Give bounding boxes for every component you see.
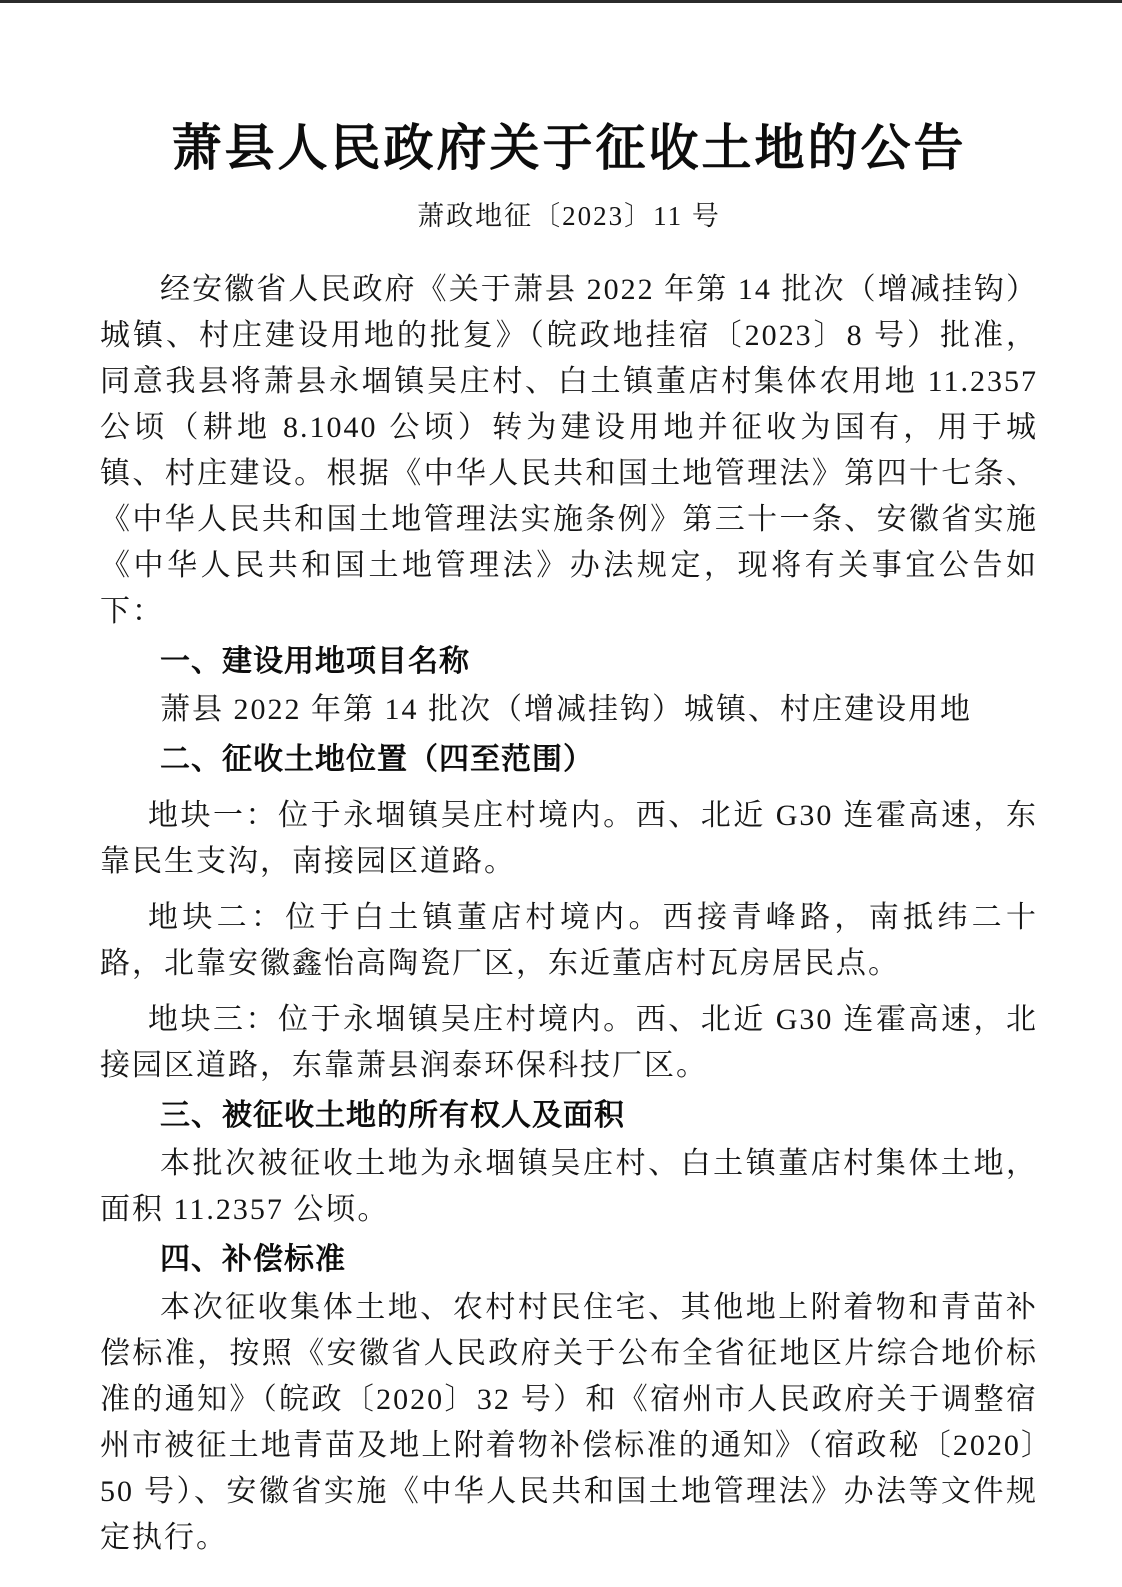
paragraph-intro: 经安徽省人民政府《关于萧县 2022 年第 14 批次（增减挂钩）城镇、村庄建设用地的批复》（皖政地挂宿〔2023〕8 号）批准，同意我县将萧县永堌镇吴庄村、白土镇董店村集体农用地 11.2357 公顷（耕地 8.1040 公顷）转为建设用地并征收为国有，用于城镇、村庄建设。根据《中华人民共和国土地管理法》第四十七条、《中华人民共和国土地管理法实施条例》第三十一条、安徽省实施《中华人民共和国土地管理法》办法规定，现将有关事宜公告如下：: [100, 273, 1038, 628]
paragraph-plot-3: 地块三：位于永堌镇吴庄村境内。西、北近 G30 连霍高速，北接园区道路，东靠萧县润泰环保科技厂区。: [100, 1003, 1038, 1082]
paragraph-project-name: 萧县 2022 年第 14 批次（增减挂钩）城镇、村庄建设用地: [160, 693, 972, 726]
section-heading-owner-area: 三、被征收土地的所有权人及面积: [160, 1099, 625, 1132]
section-heading-project-name: 一、建设用地项目名称: [160, 645, 470, 678]
section-heading-compensation: 四、补偿标准: [160, 1243, 346, 1276]
scan-artifact-top-line: [0, 0, 1122, 3]
paragraph-compensation: 本次征收集体土地、农村村民住宅、其他地上附着物和青苗补偿标准，按照《安徽省人民政府关于公布全省征地区片综合地价标准的通知》（皖政〔2020〕32 号）和《宿州市人民政府关于调整宿州市被征土地青苗及地上附着物补偿标准的通知》（宿政秘〔2020〕50 号）、安徽省实施《中华人民共和国土地管理法》办法等文件规定执行。: [100, 1291, 1038, 1554]
paragraph-owner-area: 本批次被征收土地为永堌镇吴庄村、白土镇董店村集体土地，面积 11.2357 公顷。: [100, 1147, 1038, 1226]
document-number: 萧政地征〔2023〕11 号: [417, 201, 721, 231]
document-title: 萧县人民政府关于征收土地的公告: [171, 120, 967, 176]
paragraph-plot-1: 地块一：位于永堌镇吴庄村境内。西、北近 G30 连霍高速，东靠民生支沟，南接园区道路。: [100, 799, 1038, 878]
document-body: [100, 267, 1038, 1561]
section-heading-land-location: 二、征收土地位置（四至范围）: [160, 743, 594, 776]
paragraph-plot-2: 地块二：位于白土镇董店村境内。西接青峰路，南抵纬二十路，北靠安徽鑫怡高陶瓷厂区，东近董店村瓦房居民点。: [100, 901, 1038, 980]
